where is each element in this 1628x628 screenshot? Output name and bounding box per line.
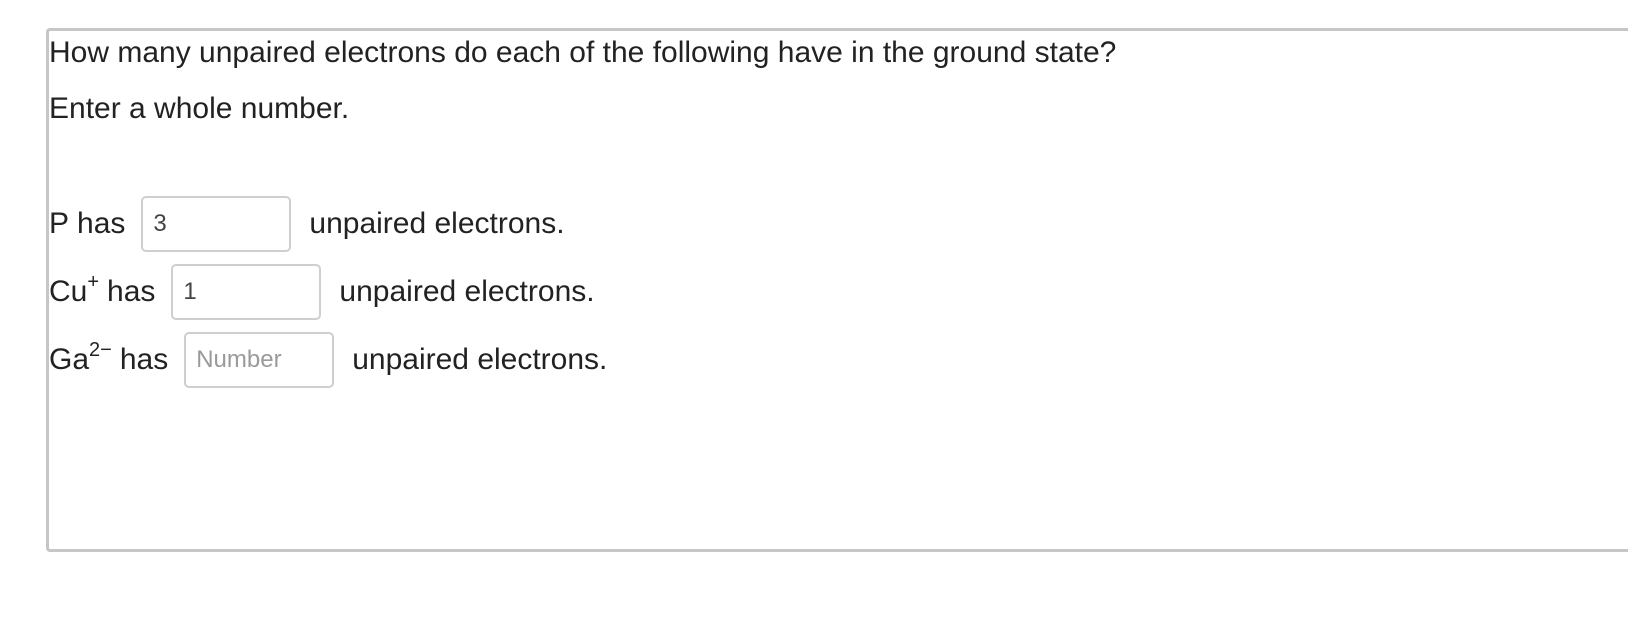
species-charge: +: [87, 271, 100, 293]
species-charge: 2−: [89, 339, 112, 361]
species-symbol: P: [49, 207, 70, 240]
suffix-label: unpaired electrons.: [339, 275, 595, 308]
species-symbol: Ga: [49, 343, 90, 376]
species-label: [49, 207, 69, 241]
answer-row-ga-2minus: [49, 330, 607, 390]
species-label: [49, 271, 100, 309]
has-label: has: [77, 207, 126, 240]
question-prompt: How many unpaired electrons do each of the following have in the ground state?: [49, 36, 1117, 69]
suffix-label: unpaired electrons.: [309, 207, 565, 240]
answer-row-cu-plus: [49, 262, 595, 322]
has-label: has: [119, 343, 169, 376]
species-label: [49, 339, 112, 377]
has-label: has: [107, 275, 156, 308]
answer-row-p: [49, 194, 565, 254]
species-symbol: Cu: [49, 275, 88, 308]
answer-input-ga-2minus[interactable]: [184, 332, 334, 388]
answer-input-cu-plus[interactable]: [171, 264, 321, 320]
question-instruction: Enter a whole number.: [49, 92, 350, 125]
answer-input-p[interactable]: [141, 196, 291, 252]
question-panel: [46, 28, 1628, 552]
suffix-label: unpaired electrons.: [352, 343, 608, 376]
